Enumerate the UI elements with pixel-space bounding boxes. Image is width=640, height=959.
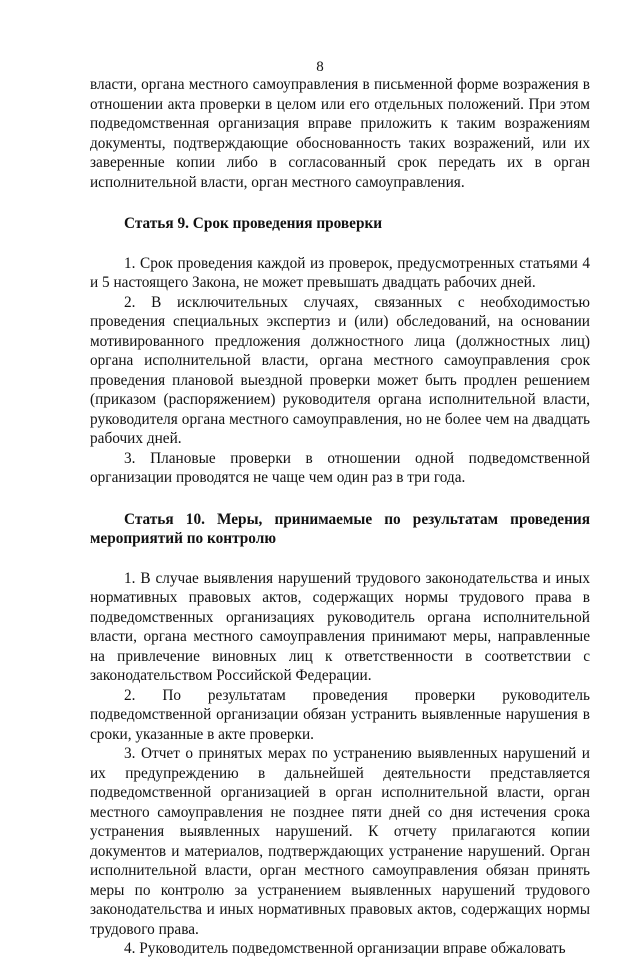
section-spacer xyxy=(90,488,590,510)
article-9-title: Статья 9. Срок проведения проверки xyxy=(124,215,383,232)
article-10-paragraph-3: 3. Отчет о принятых мерах по устранению выявленных нарушений и их предупреждению в дальнейшей деятельности представляется подведомственной организацией в орган исполнительной власти, орган местного самоуправления не позднее пяти дней со дня истечения срока устранения выявленных нарушений. К отчету прилагаются копии документов и материалов, подтверждающих устранение нарушений. Орган исполнительной власти, орган местного самоуправления обязан принять меры по контролю за устранением выявленных нарушений трудового законодательства и иных нормативных правовых актов, содержащих нормы трудового права. xyxy=(90,745,590,938)
article-9-paragraph-1: 1. Срок проведения каждой из проверок, предусмотренных статьями 4 и 5 настоящего Закона, не может превышать двадцать рабочих дней. xyxy=(90,254,590,291)
page-number: 8 xyxy=(316,59,324,75)
article-10-title: Статья 10. Меры, принимаемые по результатам проведения мероприятий по контролю xyxy=(90,510,590,547)
article-10-paragraph-2: 2. По результатам проведения проверки руководитель подведомственной организации обязан устранить выявленные нарушения в сроки, указанные в акте проверки. xyxy=(90,686,590,743)
article-10-paragraph-1: 1. В случае выявления нарушений трудового законодательства и иных нормативных правовых актов, содержащих нормы трудового права в подведомственных организациях руководитель органа исполнительной власти, органа местного самоуправления принимают меры, направленные на привлечение виновных лиц к ответственности в соответствии с законодательством Российской Федерации. xyxy=(90,569,590,684)
intro-paragraph: власти, органа местного самоуправления в письменной форме возражения в отношении акта проверки в целом или его отдельных положений. При этом подведомственная организация вправе приложить к таким возражениям документы, подтверждающие обоснованность таких возражений, или их заверенные копии либо в согласованный срок передать их в орган исполнительной власти, орган местного самоуправления. xyxy=(90,76,590,191)
section-spacer xyxy=(90,234,590,254)
section-spacer xyxy=(90,549,590,569)
article-10-paragraph-4: 4. Руководитель подведомственной организации вправе обжаловать xyxy=(124,940,566,957)
article-9-paragraph-3: 3. Плановые проверки в отношении одной подведомственной организации проводятся не чаще чем один раз в три года. xyxy=(90,449,590,486)
document-body xyxy=(90,75,590,959)
article-9-paragraph-2: 2. В исключительных случаях, связанных с необходимостью проведения специальных экспертиз и (или) обследований, на основании мотивированного предложения должностного лица (должностных лиц) органа исполнительной власти, органа местного самоуправления срок проведения плановой выездной проверки может быть продлен решением (приказом (распоряжением) руководителя органа исполнительной власти, руководителя органа местного самоуправления, но не более чем на двадцать рабочих дней. xyxy=(90,293,590,447)
section-spacer xyxy=(90,192,590,214)
